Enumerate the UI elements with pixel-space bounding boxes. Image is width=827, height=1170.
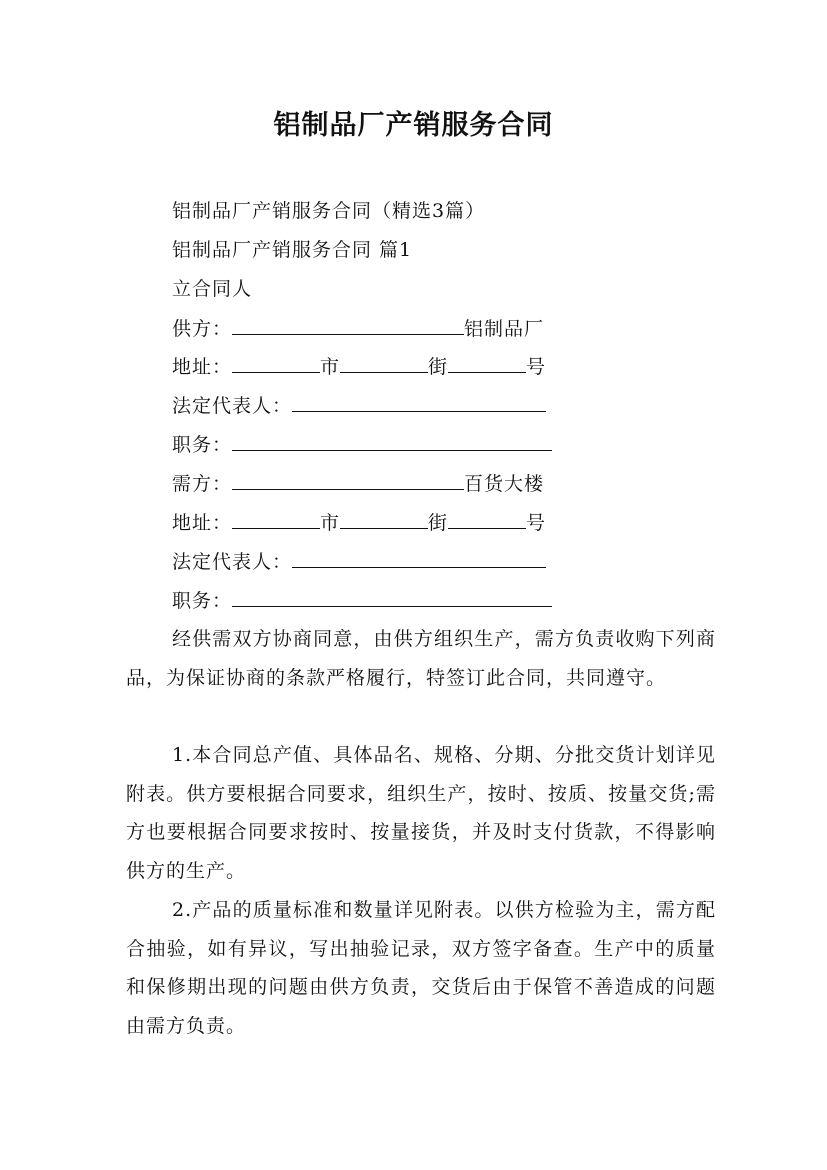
parties-label: 立合同人 — [172, 278, 253, 300]
clause-1-paragraph: 1.本合同总产值、具体品名、规格、分期、分批交货计划详见附表。供方要根据合同要求，组织生产，按时、按质、按量交货;需方也要根据合同要求按时、按量接货，并及时支付货款，不得影响供方的生产。 — [126, 744, 716, 882]
supplier-name-blank — [232, 316, 464, 335]
supplier-number-blank — [448, 354, 526, 373]
intro-paragraph: 经供需双方协商同意，由供方组织生产，需方负责收购下列商品，为保证协商的条款严格履行，特签订此合同，共同遵守。 — [126, 628, 716, 689]
supplier-street-blank — [340, 354, 428, 373]
supplier-number-label: 号 — [526, 356, 547, 378]
buyer-address-line — [172, 510, 546, 535]
buyer-name-blank — [232, 471, 464, 490]
buyer-legal-rep-line — [172, 549, 546, 574]
buyer-legal-rep-label: 法定代表人： — [172, 551, 293, 573]
buyer-city-label: 市 — [320, 512, 341, 534]
supplier-position-label: 职务： — [172, 434, 233, 456]
supplier-city-blank — [232, 354, 320, 373]
buyer-city-blank — [232, 510, 320, 529]
buyer-position-blank — [232, 588, 552, 607]
supplier-address-label: 地址： — [172, 356, 233, 378]
supplier-label: 供方： — [172, 318, 233, 340]
buyer-suffix: 百货大楼 — [464, 473, 545, 495]
buyer-position-line — [172, 588, 552, 613]
supplier-suffix: 铝制品厂 — [464, 318, 545, 340]
buyer-street-label: 街 — [428, 512, 449, 534]
buyer-street-blank — [340, 510, 428, 529]
buyer-address-label: 地址： — [172, 512, 233, 534]
buyer-number-blank — [448, 510, 526, 529]
buyer-label: 需方： — [172, 473, 233, 495]
supplier-legal-rep-line — [172, 393, 546, 418]
section-heading: 铝制品厂产销服务合同 篇1 — [172, 239, 413, 261]
buyer-number-label: 号 — [526, 512, 547, 534]
supplier-address-line — [172, 354, 546, 379]
supplier-line — [172, 316, 544, 341]
buyer-legal-rep-blank — [292, 549, 546, 568]
supplier-city-label: 市 — [320, 356, 341, 378]
document-subtitle: 铝制品厂产销服务合同（精选3篇） — [172, 200, 486, 222]
supplier-legal-rep-label: 法定代表人： — [172, 395, 293, 417]
supplier-position-blank — [232, 432, 552, 451]
buyer-position-label: 职务： — [172, 590, 233, 612]
supplier-position-line — [172, 432, 552, 457]
clause-2-paragraph: 2.产品的质量标准和数量详见附表。以供方检验为主，需方配合抽验，如有异议，写出抽验记录，双方签字备查。生产中的质量和保修期出现的问题由供方负责，交货后由于保管不善造成的问题由需方负责。 — [126, 899, 716, 1037]
supplier-legal-rep-blank — [292, 393, 546, 412]
supplier-street-label: 街 — [428, 356, 449, 378]
buyer-line — [172, 471, 544, 496]
document-title: 铝制品厂产销服务合同 — [273, 110, 554, 141]
